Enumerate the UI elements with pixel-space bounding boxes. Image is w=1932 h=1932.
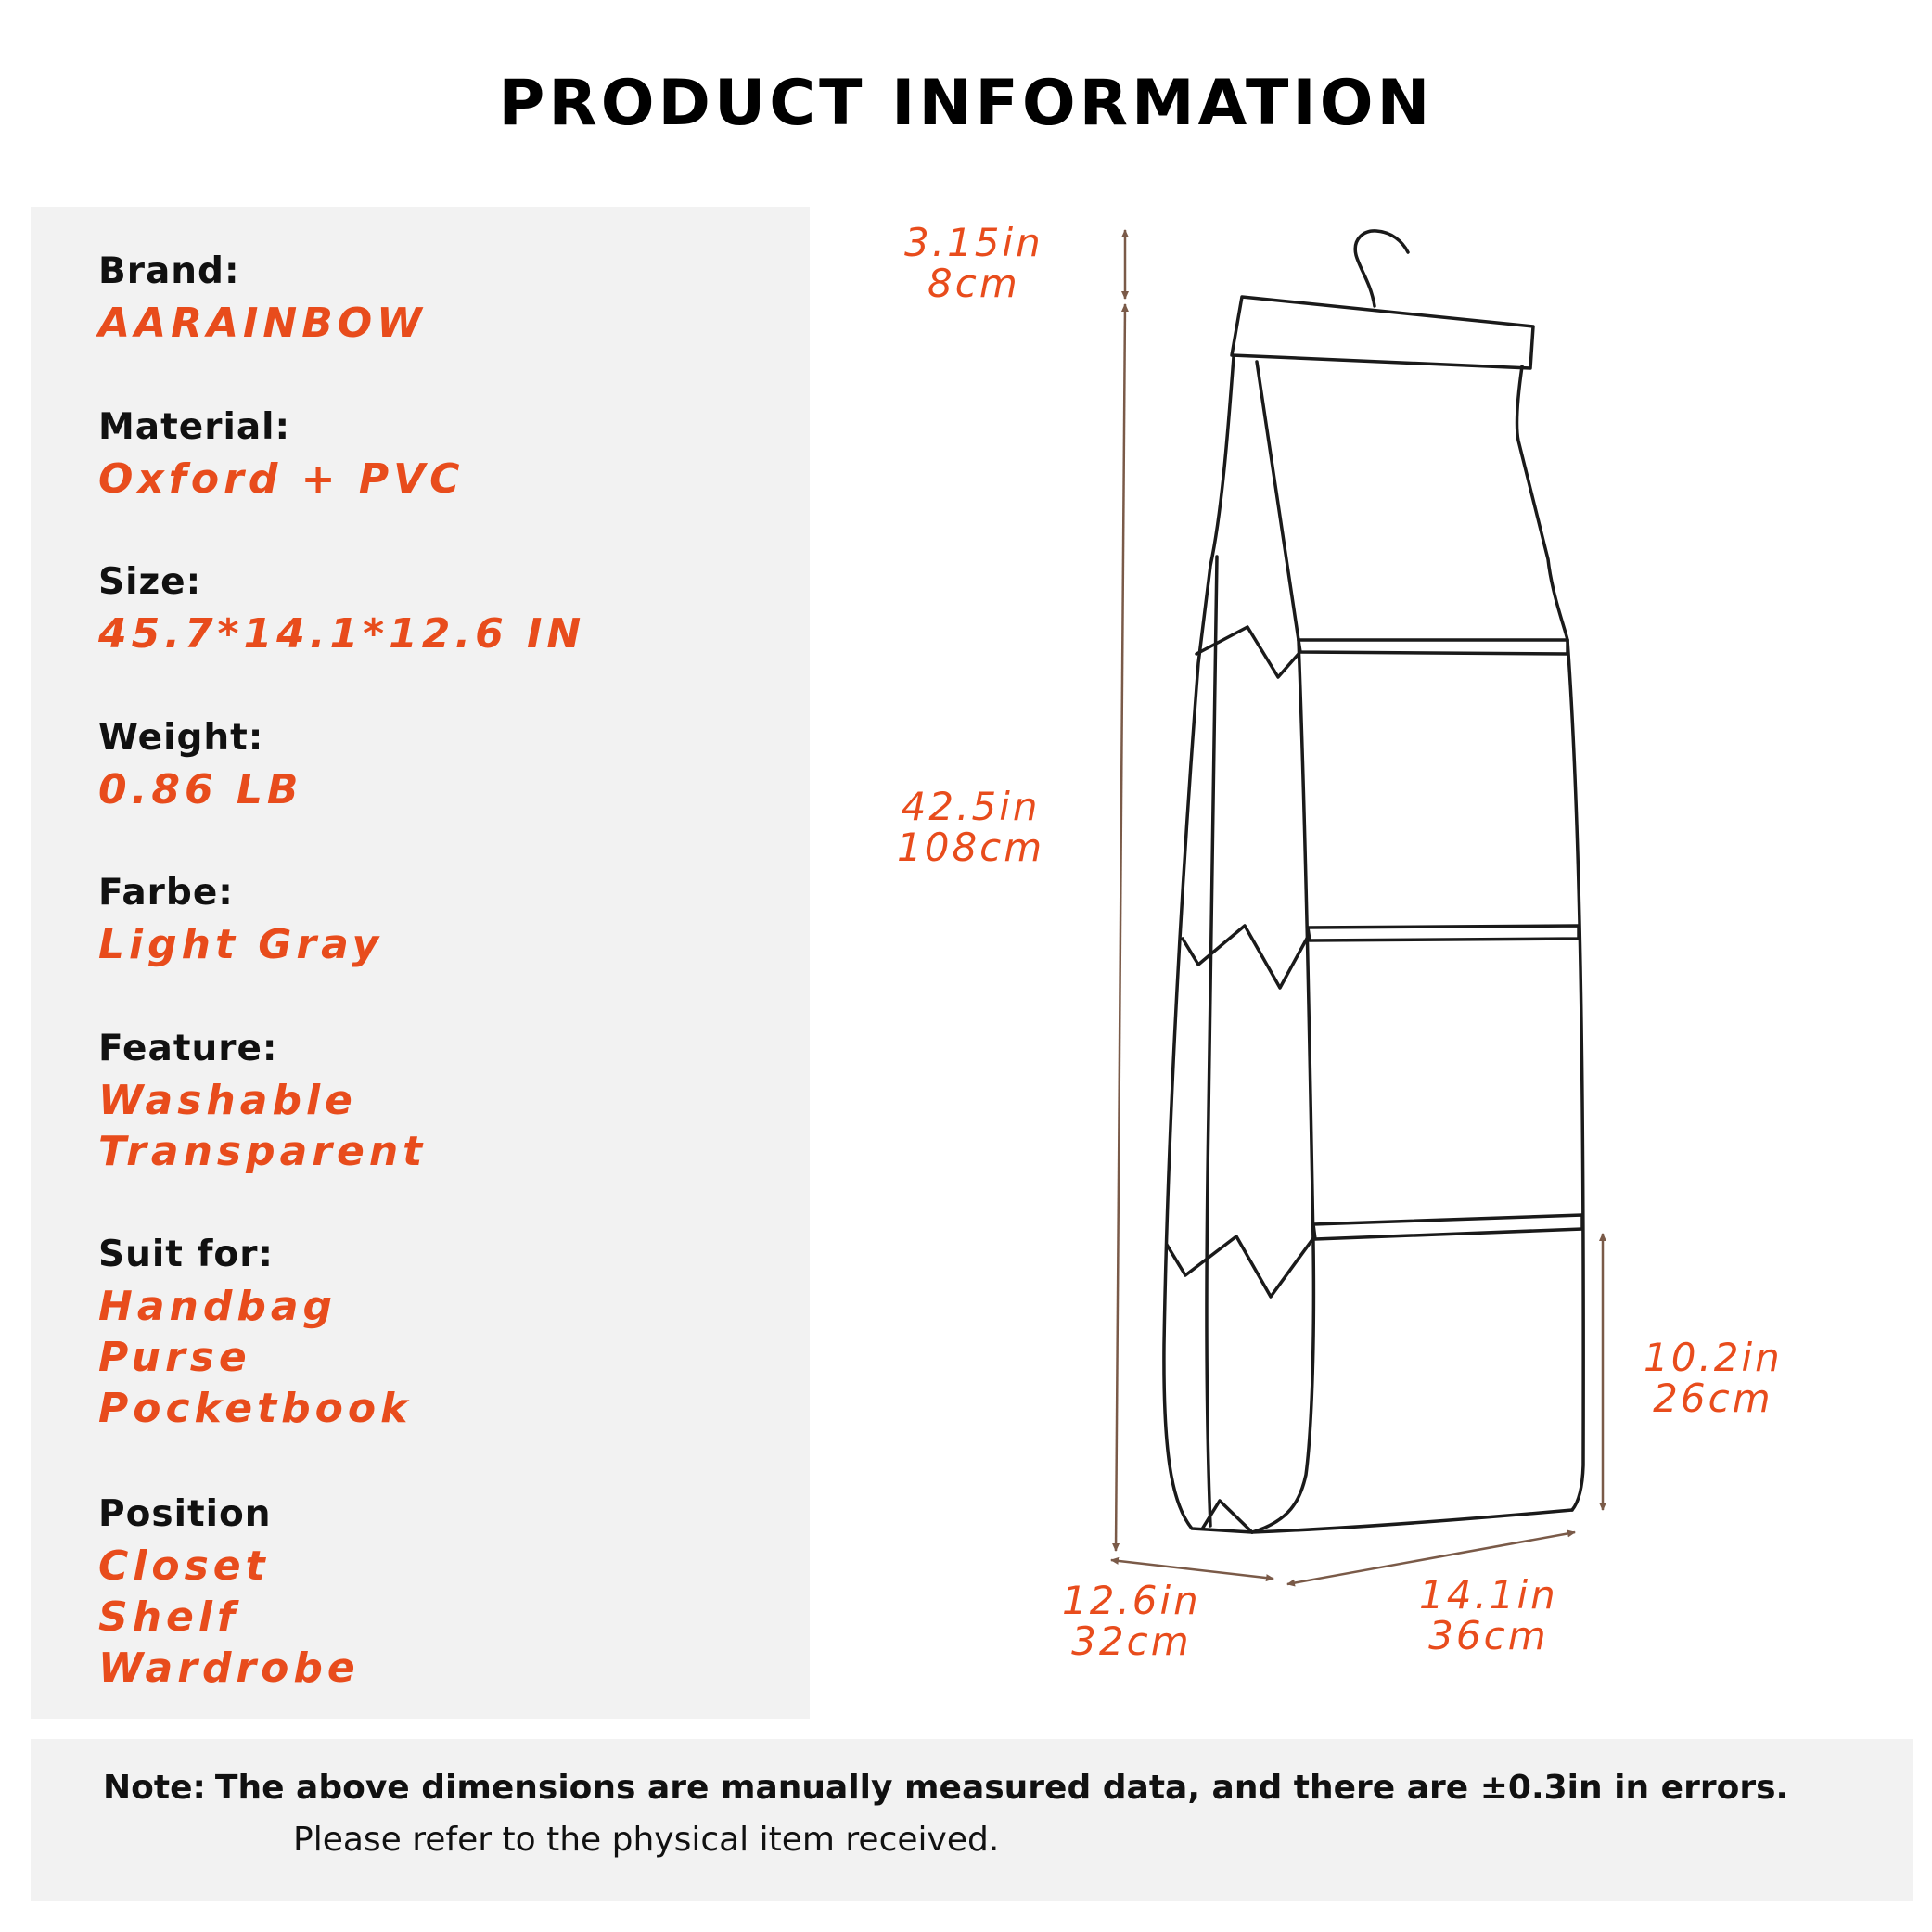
zigzag-3 (1167, 1236, 1313, 1297)
front-top-panel (1257, 362, 1299, 640)
spec-value: 45.7*14.1*12.6 IN (98, 610, 586, 658)
dimension-cm: 26cm (1653, 1375, 1773, 1421)
side-inner-edge (1207, 557, 1217, 1526)
spec-value: Washable (98, 1077, 357, 1124)
dimension-inches: 14.1in (1419, 1572, 1558, 1618)
spec-panel (31, 207, 810, 1719)
width-dimension-label (1419, 1572, 1558, 1658)
note-subline: Please refer to the physical item received. (293, 1821, 1000, 1859)
spec-suit-for (98, 1229, 412, 1434)
note-prefix: Note: (103, 1769, 206, 1807)
spec-weight (98, 712, 302, 815)
spec-value: AARAINBOW (98, 300, 427, 347)
dimension-cm: 32cm (1071, 1619, 1192, 1664)
spec-position (98, 1489, 360, 1694)
spec-value: Shelf (98, 1593, 240, 1641)
hanger-bar (1232, 297, 1533, 368)
depth-dimension-line (1111, 1560, 1273, 1579)
front-left-edge (1252, 640, 1313, 1532)
dimension-inches: 12.6in (1062, 1578, 1201, 1623)
spec-value: Handbag (98, 1283, 338, 1330)
spec-color (98, 867, 383, 970)
note-panel (31, 1739, 1913, 1901)
shelf-3 (1313, 1215, 1582, 1239)
spec-label: Brand: (98, 250, 240, 292)
dimension-cm: 108cm (897, 825, 1045, 870)
spec-brand (98, 246, 427, 349)
page-title: PRODUCT INFORMATION (498, 67, 1434, 140)
spec-value: Transparent (98, 1128, 428, 1175)
front-bottom-edge (1252, 1510, 1572, 1532)
side-back-edge (1517, 366, 1567, 640)
spec-label: Material: (98, 406, 291, 448)
height-dimension-label (897, 784, 1045, 870)
dimension-inches: 10.2in (1644, 1335, 1783, 1380)
front-right-edge (1567, 640, 1583, 1510)
spec-feature (98, 1023, 427, 1177)
spec-label: Position (98, 1493, 272, 1535)
dimension-inches: 42.5in (901, 784, 1041, 829)
note-line (103, 1769, 1788, 1807)
spec-value: Light Gray (98, 921, 384, 968)
spec-value: Wardrobe (98, 1644, 360, 1692)
spec-value: Oxford + PVC (98, 455, 465, 503)
pocket-dimension-label (1644, 1337, 1783, 1419)
dimension-inches: 3.15in (904, 220, 1043, 265)
dimension-cm: 36cm (1428, 1613, 1549, 1658)
spec-label: Farbe: (98, 872, 234, 914)
depth-dimension-label (1062, 1580, 1201, 1662)
spec-label: Suit for: (98, 1234, 275, 1275)
spec-value: 0.86 LB (98, 766, 303, 813)
spec-label: Weight: (98, 717, 264, 759)
dimension-lines (1111, 230, 1603, 1584)
zigzag-1 (1196, 627, 1299, 677)
shelf-2 (1308, 926, 1579, 940)
spec-label: Size: (98, 561, 202, 603)
shelf-1 (1299, 640, 1567, 654)
hanging-organizer-diagram (816, 186, 1744, 1670)
spec-value: Closet (98, 1542, 270, 1590)
spec-material (98, 402, 464, 505)
hanger-hook (1355, 231, 1408, 306)
hanger-dimension-label (904, 220, 1043, 306)
dimension-cm: 8cm (928, 261, 1020, 306)
spec-value: Purse (98, 1334, 251, 1381)
organizer-outline (1164, 231, 1583, 1532)
spec-size (98, 557, 585, 659)
spec-value: Pocketbook (98, 1385, 413, 1432)
zigzag-2 (1183, 926, 1308, 988)
note-text: The above dimensions are manually measured data, and there are ±0.3in in errors. (214, 1769, 1789, 1807)
height-dimension-line (1116, 304, 1125, 1551)
spec-label: Feature: (98, 1028, 278, 1069)
